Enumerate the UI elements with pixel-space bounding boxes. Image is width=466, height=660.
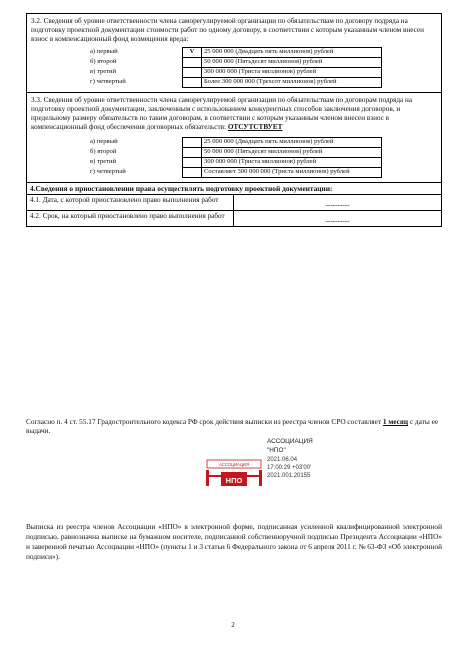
section-4-question: 4.2. Срок, на который приостановлено право выполнения работ	[27, 211, 234, 226]
extract-table	[26, 13, 442, 227]
section-3-3	[27, 92, 441, 182]
level-value: 25 000 000 (Двадцать пять миллионов) рублей	[202, 48, 382, 58]
level-value: 300 000 000 (Триста миллионов) рублей	[202, 158, 382, 168]
level-row	[88, 158, 382, 168]
level-row	[88, 78, 382, 88]
level-checkbox	[183, 58, 202, 68]
stamp-org-line2: "НПО"	[267, 446, 286, 454]
level-checkbox	[183, 158, 202, 168]
stamp-org-line1: АССОЦИАЦИЯ	[267, 438, 313, 445]
stamp-date: 2021.06.04	[267, 456, 298, 463]
level-label: в) третий	[90, 158, 117, 166]
validity-period: 1 месяц	[382, 417, 409, 426]
level-checkbox: V	[183, 48, 202, 58]
section-4-answer: ----------	[325, 217, 350, 226]
section-4-title: 4.Сведения о приостановлении права осуществлять подготовку проектной документации:	[30, 184, 333, 193]
level-checkbox	[183, 148, 202, 158]
section-4-question: 4.1. Дата, с которой приостановлено право выполнения работ	[27, 195, 234, 210]
section-3-3-status: ОТСУТСТВУЕТ	[227, 123, 283, 131]
level-checkbox	[183, 138, 202, 148]
level-value: Более 300 000 000 (Трехсот миллионов) рублей	[202, 78, 382, 88]
stamp-number: 2021.001.20155	[267, 473, 311, 480]
level-value: 300 000 000 (Триста миллионов) рублей	[202, 68, 382, 78]
section-4-row	[27, 194, 441, 210]
section-4	[27, 182, 441, 226]
section-4-row	[27, 210, 441, 226]
association-logo	[205, 456, 263, 488]
electronic-signature-stamp	[205, 438, 325, 508]
section-3-2	[27, 14, 441, 92]
section-4-answer: ----------	[325, 201, 350, 210]
section-3-2-levels	[88, 47, 382, 88]
level-checkbox	[183, 68, 202, 78]
validity-prefix: Согласно п. 4 ст. 55.17 Градостроительного кодекса РФ срок действия выписки из реестра членов СРО составляет	[26, 417, 382, 426]
level-value: Составляет 300 000 000 (Триста миллионов) рублей	[202, 168, 382, 178]
section-3-3-text: 3.3. Сведения об уровне ответственности члена саморегулируемой организации по обязательствам по договорам подряда на подготовку проектной документации, заключенным с использованием конкурентных способов заключения договоров, и предельному размеру обязательств по таким договорам, в соответствии с которым указанным членом внесен взнос в компенсационный фонд обеспечения договорных обязательств:	[31, 96, 413, 131]
level-row	[88, 58, 382, 68]
logo-text: АССОЦИАЦИЯ	[219, 462, 249, 468]
logo-abbr: НПО	[225, 476, 243, 485]
level-label: в) третий	[90, 68, 117, 76]
level-row	[88, 48, 382, 58]
level-label: а) первый	[90, 48, 118, 56]
level-label: г) четвертый	[90, 168, 126, 176]
level-row	[88, 68, 382, 78]
level-value: 25 000 000 (Двадцать пять миллионов) рублей	[202, 138, 382, 148]
page-number: 2	[231, 621, 235, 629]
section-3-2-text: 3.2. Сведения об уровне ответственности члена саморегулируемой организации по обязательствам по договору подряда на подготовку проектной документации стоимости работ по одному договору, в соответствии с которым указанным членом внесен взнос в компенсационный фонд возмещения вреда:	[31, 17, 424, 43]
signature-details	[267, 438, 313, 480]
validity-suffix: с даты ее выдачи.	[26, 417, 439, 436]
level-checkbox	[183, 168, 202, 178]
level-checkbox	[183, 78, 202, 88]
level-label: б) второй	[90, 58, 117, 66]
level-value: 50 000 000 (Пятьдесят миллионов) рублей	[202, 148, 382, 158]
final-paragraph: Выписка из реестра членов Ассоциации «НПО» в электронной форме, подписанная усиленной квалифицированной электронной подписью, равнозначна выписке на бумажном носителе, подписанной собственноручной подписью Президента Ассоциации «НПО» и заверенной печатью Ассоциации «НПО» (пункты 1 и 3 статьи 6 Федерального закона от 6 апреля 2011 г. № 63-ФЗ «Об электронной подписи»).	[26, 522, 442, 561]
level-row	[88, 168, 382, 178]
level-label: г) четвертый	[90, 78, 126, 86]
level-label: а) первый	[90, 138, 118, 146]
validity-note	[26, 417, 444, 436]
level-row	[88, 138, 382, 148]
level-value: 50 000 000 (Пятьдесят миллионов) рублей	[202, 58, 382, 68]
level-row	[88, 148, 382, 158]
level-label: б) второй	[90, 148, 117, 156]
stamp-time: 17:00:29 +03'00'	[267, 464, 312, 471]
section-3-3-levels	[88, 137, 382, 178]
